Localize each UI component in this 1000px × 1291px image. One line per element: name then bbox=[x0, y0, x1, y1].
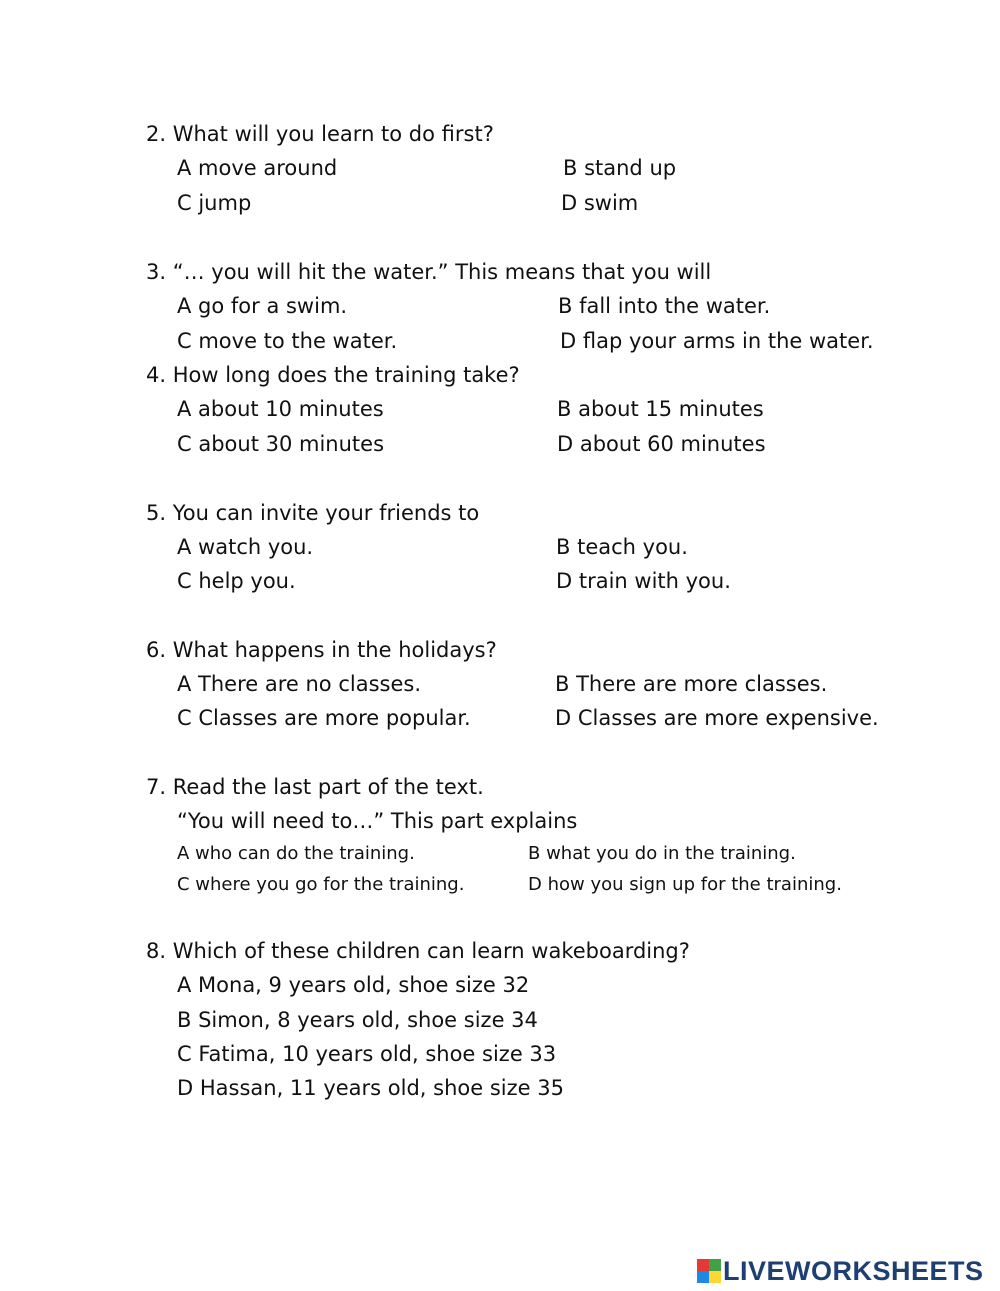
question-4-text: 4. How long does the training take? bbox=[146, 363, 520, 387]
question-3-text: 3. “… you will hit the water.” This means that you will bbox=[146, 260, 712, 284]
question-3-option-d[interactable]: D flap your arms in the water. bbox=[560, 329, 874, 353]
question-3-option-a[interactable]: A go for a swim. bbox=[177, 294, 348, 318]
question-4-option-a[interactable]: A about 10 minutes bbox=[177, 397, 384, 421]
question-2-text: 2. What will you learn to do first? bbox=[146, 122, 494, 146]
logo-square-red bbox=[697, 1259, 709, 1271]
question-7-text: 7. Read the last part of the text. bbox=[146, 775, 484, 799]
question-6-option-c[interactable]: C Classes are more popular. bbox=[177, 706, 471, 730]
question-7-option-b[interactable]: B what you do in the training. bbox=[528, 843, 796, 864]
question-5-option-c[interactable]: C help you. bbox=[177, 569, 296, 593]
logo-square-green bbox=[709, 1259, 721, 1271]
question-5-text: 5. You can invite your friends to bbox=[146, 501, 480, 525]
question-4-option-b[interactable]: B about 15 minutes bbox=[557, 397, 764, 421]
question-8-text: 8. Which of these children can learn wakeboarding? bbox=[146, 939, 690, 963]
question-8-option-a[interactable]: A Mona, 9 years old, shoe size 32 bbox=[177, 973, 530, 997]
question-8-option-c[interactable]: C Fatima, 10 years old, shoe size 33 bbox=[177, 1042, 557, 1066]
question-4-option-d[interactable]: D about 60 minutes bbox=[557, 432, 766, 456]
logo-square-yellow bbox=[709, 1271, 721, 1283]
logo-square-blue bbox=[697, 1271, 709, 1283]
question-8-option-d[interactable]: D Hassan, 11 years old, shoe size 35 bbox=[177, 1076, 564, 1100]
question-6-text: 6. What happens in the holidays? bbox=[146, 638, 497, 662]
question-2-option-d[interactable]: D swim bbox=[561, 191, 639, 215]
question-2-option-b[interactable]: B stand up bbox=[563, 156, 677, 180]
liveworksheets-logo-icon bbox=[697, 1259, 721, 1283]
liveworksheets-brand bbox=[697, 1256, 984, 1286]
question-7-option-d[interactable]: D how you sign up for the training. bbox=[528, 874, 842, 895]
question-6-option-d[interactable]: D Classes are more expensive. bbox=[555, 706, 879, 730]
question-4-option-c[interactable]: C about 30 minutes bbox=[177, 432, 385, 456]
question-3-option-b[interactable]: B fall into the water. bbox=[558, 294, 771, 318]
question-6-option-a[interactable]: A There are no classes. bbox=[177, 672, 422, 696]
question-5-option-a[interactable]: A watch you. bbox=[177, 535, 314, 559]
question-7-option-a[interactable]: A who can do the training. bbox=[177, 843, 415, 864]
question-6-option-b[interactable]: B There are more classes. bbox=[555, 672, 828, 696]
question-2-option-a[interactable]: A move around bbox=[177, 156, 338, 180]
question-5-option-d[interactable]: D train with you. bbox=[556, 569, 731, 593]
question-7-subline: “You will need to…” This part explains bbox=[177, 809, 578, 833]
question-8-option-b[interactable]: B Simon, 8 years old, shoe size 34 bbox=[177, 1008, 538, 1032]
question-7-option-c[interactable]: C where you go for the training. bbox=[177, 874, 465, 895]
question-3-option-c[interactable]: C move to the water. bbox=[177, 329, 398, 353]
brand-name: LIVEWORKSHEETS bbox=[723, 1255, 984, 1286]
question-5-option-b[interactable]: B teach you. bbox=[556, 535, 688, 559]
question-2-option-c[interactable]: C jump bbox=[177, 191, 252, 215]
